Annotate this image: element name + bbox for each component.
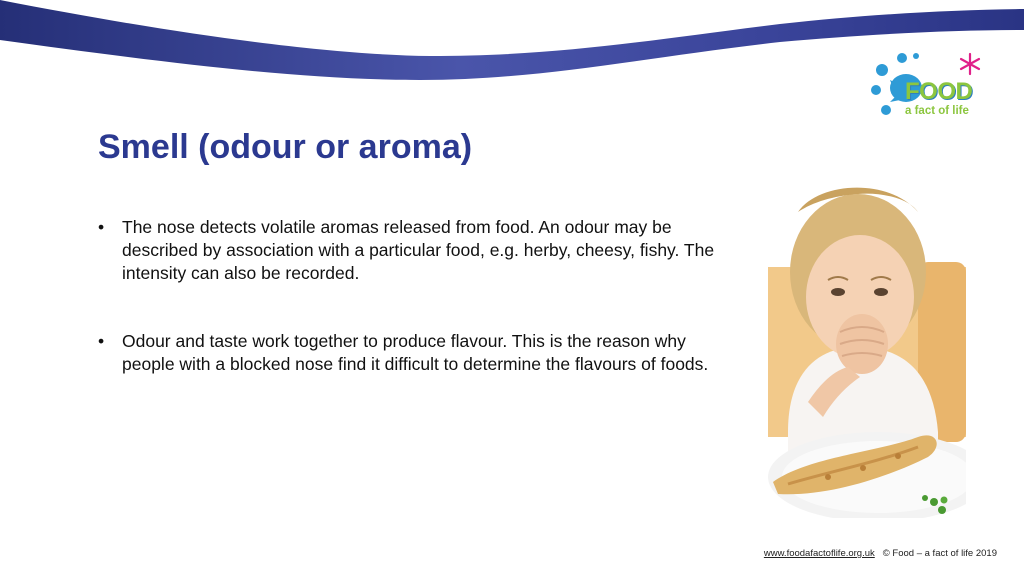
footer-copyright: © Food – a fact of life 2019 bbox=[882, 548, 997, 559]
bullet-marker: • bbox=[98, 331, 105, 351]
footer-link[interactable]: www.foodafactoflife.org.uk bbox=[763, 548, 875, 559]
bullet-item bbox=[98, 330, 718, 376]
logo-wordmark: FOOD bbox=[905, 78, 973, 105]
bullet-list bbox=[98, 216, 718, 376]
bullet-marker: • bbox=[98, 217, 105, 237]
girl-holding-nose-photo bbox=[768, 172, 966, 518]
bullet-text: Odour and taste work together to produce flavour. This is the reason why people with a blocked nose find it difficult to determine the flavours of foods. bbox=[122, 331, 709, 374]
slide-title: Smell (odour or aroma) bbox=[98, 128, 473, 166]
bullet-item bbox=[98, 216, 718, 285]
logo-tagline: a fact of life bbox=[905, 105, 969, 117]
footer bbox=[764, 548, 997, 559]
bullet-text: The nose detects volatile aromas released from food. An odour may be described by association with a particular food, e.g. herby, cheesy, fishy. The intensity can also be recorded. bbox=[122, 217, 715, 283]
